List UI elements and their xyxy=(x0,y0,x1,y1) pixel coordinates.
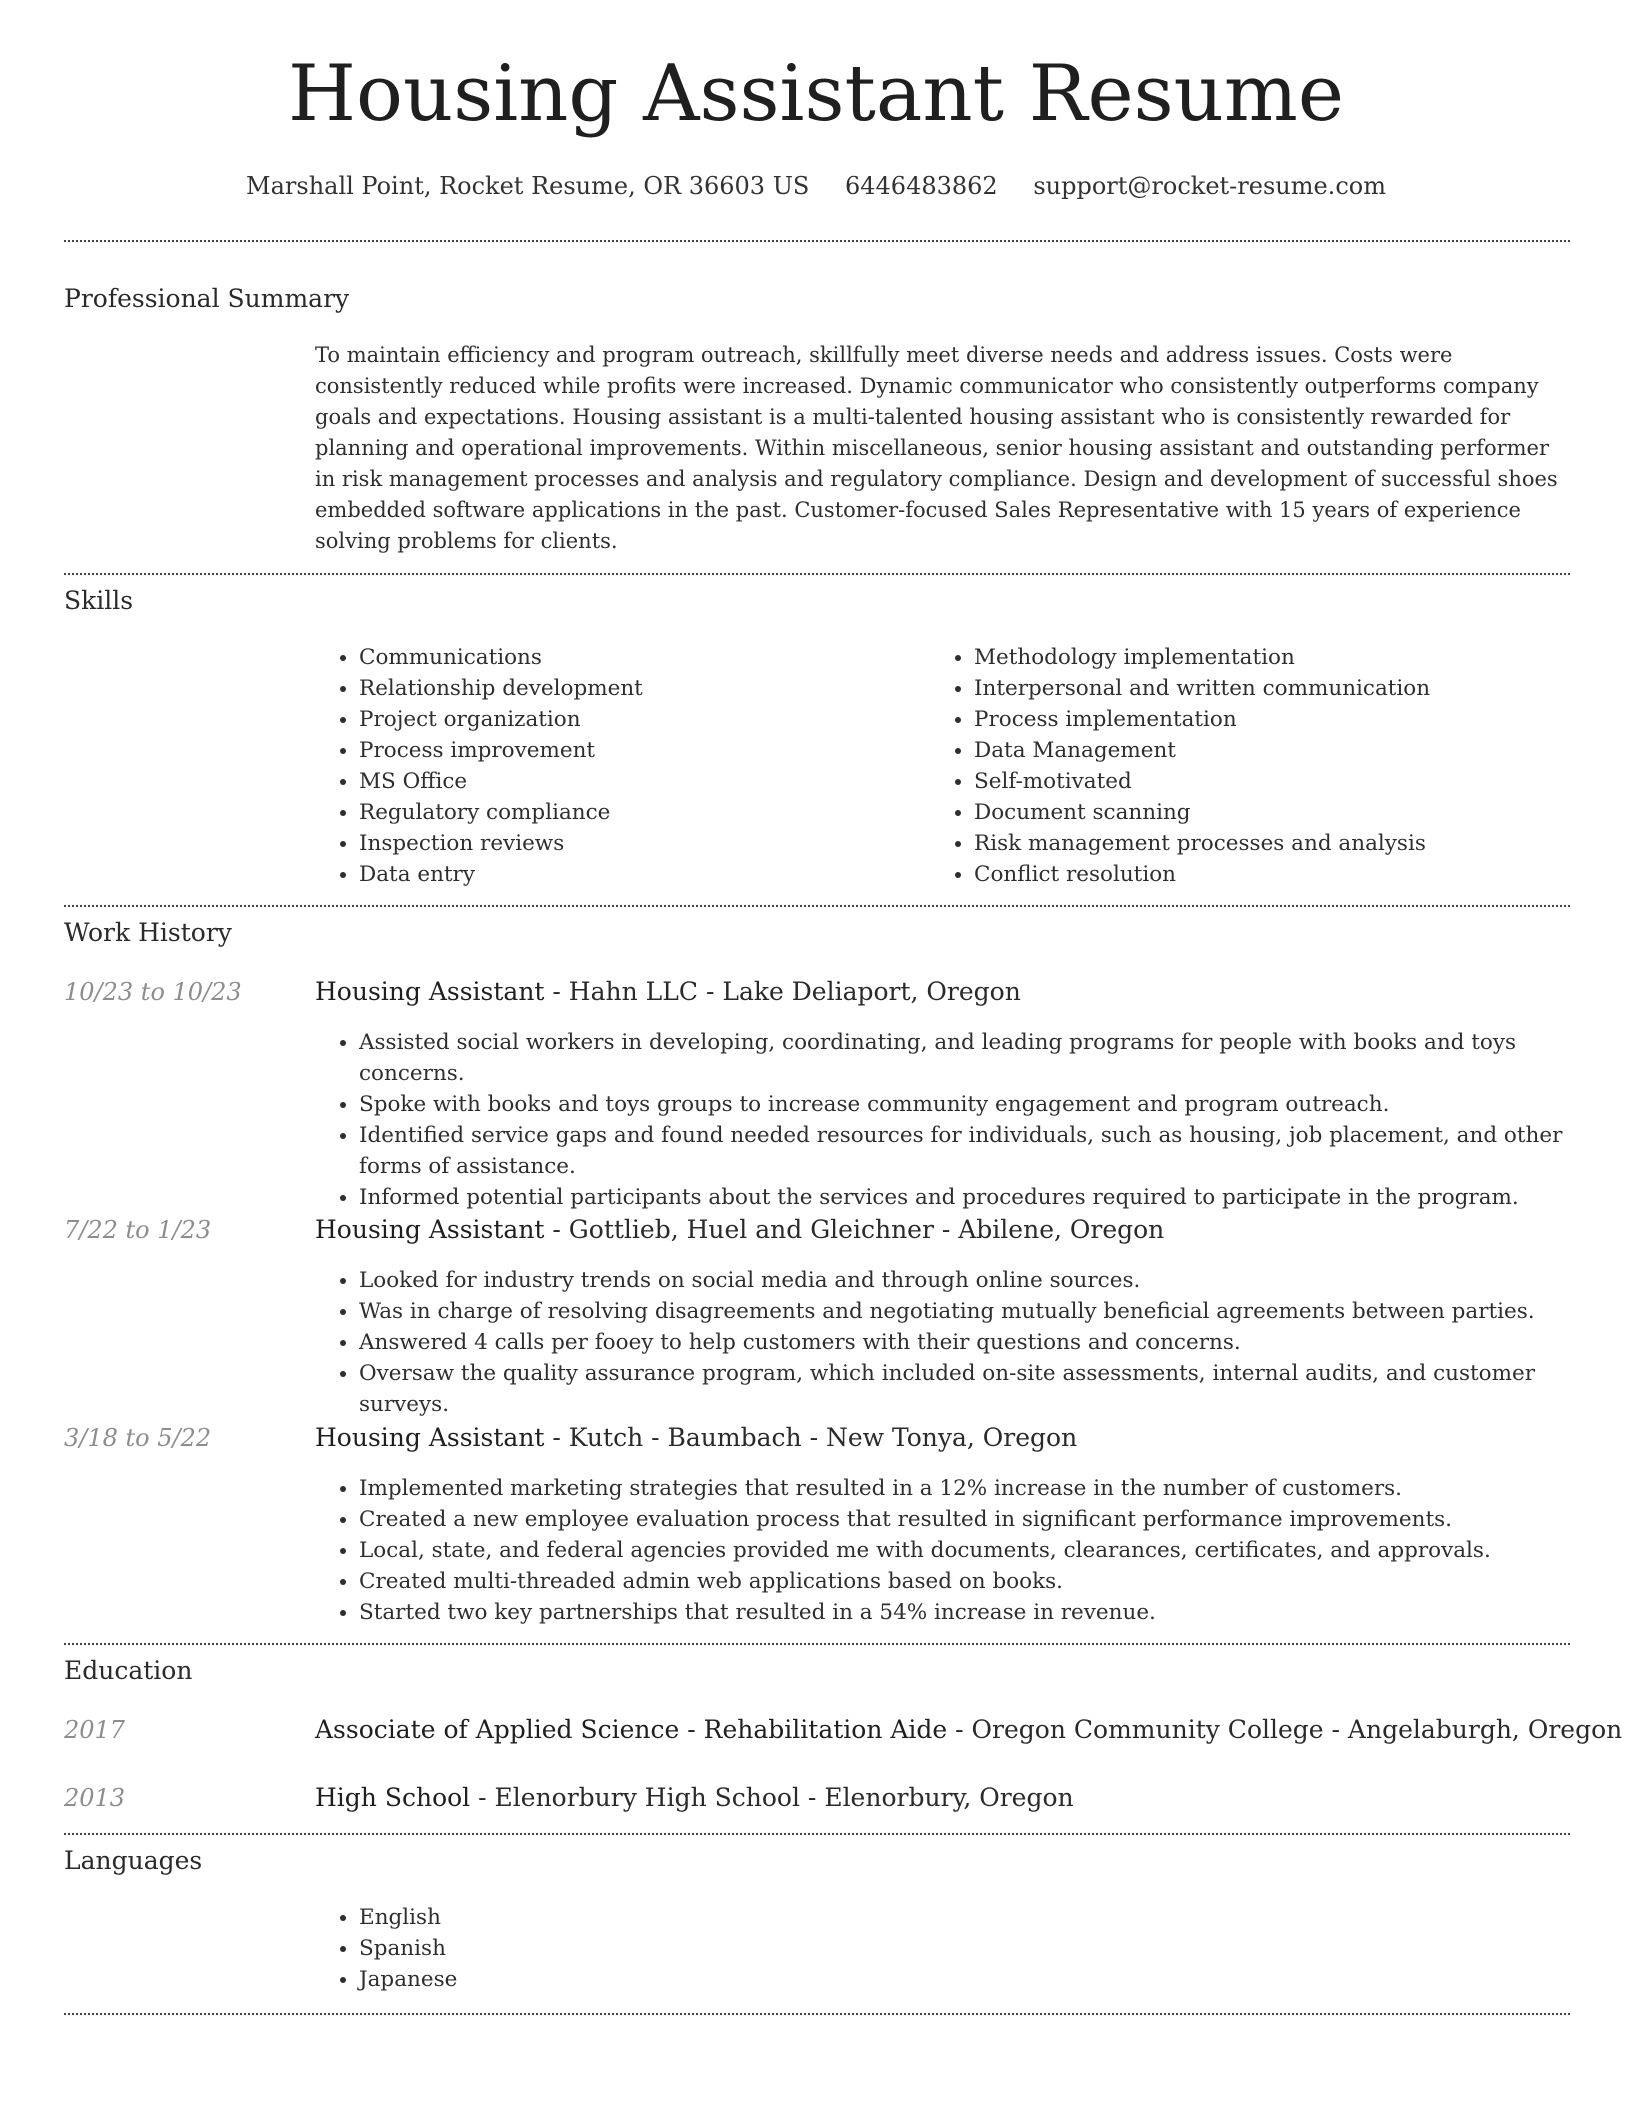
divider xyxy=(64,573,1570,575)
skill-item: • Risk management processes and analysis xyxy=(974,828,1614,859)
skill-item: • Regulatory compliance xyxy=(359,797,919,828)
job-bullet: • Identified service gaps and found needed resources for individuals, such as housing, job placement, and other forms of assistance. xyxy=(359,1120,1614,1182)
education-school: - Elenorbury High School - Elenorbury, Oregon xyxy=(470,1783,1074,1812)
job-bullet: • Oversaw the quality assurance program, which included on-site assessments, internal audits, and customer surveys. xyxy=(359,1358,1614,1420)
skill-item: • Process improvement xyxy=(359,735,919,766)
skills-list-right xyxy=(930,642,1614,890)
job-dates: 10/23 to 10/23 xyxy=(64,978,242,1006)
section-title-summary: Professional Summary xyxy=(64,284,350,313)
section-title-skills: Skills xyxy=(64,586,134,615)
job-dates: 3/18 to 5/22 xyxy=(64,1424,212,1452)
education-year: 2017 xyxy=(64,1716,126,1744)
skill-item: • MS Office xyxy=(359,766,919,797)
education-heading xyxy=(315,1783,1074,1812)
job-bullets xyxy=(315,1265,1614,1420)
job-bullet: • Created multi-threaded admin web applications based on books. xyxy=(359,1566,1614,1597)
job-role: Housing Assistant xyxy=(315,1215,545,1244)
skill-item: • Data entry xyxy=(359,859,919,890)
summary-text: To maintain efficiency and program outreach, skillfully meet diverse needs and address issues. Costs were consistently reduced while profits were increased. Dynamic communicator who consistently outperforms company goals and expectations. Housing assistant is a multi-talented housing assistant who is consistently rewarded for planning and operational improvements. Within miscellaneous, senior housing assistant and outstanding performer in risk management processes and analysis and regulatory compliance. Design and development of successful shoes embedded software applications in the past. Customer-focused Sales Representative with 15 years of experience solving problems for clients. xyxy=(315,343,1558,553)
divider xyxy=(64,1643,1570,1645)
skill-item: • Project organization xyxy=(359,704,919,735)
job-employer: - Gottlieb, Huel and Gleichner - Abilene, Oregon xyxy=(544,1215,1165,1244)
skill-item: • Relationship development xyxy=(359,673,919,704)
job-bullet: • Created a new employee evaluation process that resulted in significant performance improvements. xyxy=(359,1504,1614,1535)
job-dates: 7/22 to 1/23 xyxy=(64,1216,212,1244)
skill-item: • Document scanning xyxy=(974,797,1614,828)
job-bullets xyxy=(315,1473,1614,1628)
education-heading xyxy=(315,1715,1622,1744)
skill-item: • Communications xyxy=(359,642,919,673)
resume-title: Housing Assistant Resume xyxy=(287,49,1344,139)
job-bullet: • Looked for industry trends on social media and through online sources. xyxy=(359,1265,1614,1296)
languages-list xyxy=(315,1902,919,1995)
skill-item: • Interpersonal and written communication xyxy=(974,673,1614,704)
job-bullet: • Was in charge of resolving disagreements and negotiating mutually beneficial agreements between parties. xyxy=(359,1296,1614,1327)
job-role: Housing Assistant xyxy=(315,977,545,1006)
divider xyxy=(64,2013,1570,2015)
section-title-languages: Languages xyxy=(64,1846,203,1875)
job-bullet: • Answered 4 calls per fooey to help customers with their questions and concerns. xyxy=(359,1327,1614,1358)
skill-item: • Data Management xyxy=(974,735,1614,766)
education-degree: Associate of Applied Science - Rehabilitation Aide xyxy=(315,1715,948,1744)
skill-item: • Self-motivated xyxy=(974,766,1614,797)
job-heading xyxy=(315,1215,1164,1244)
job-employer: - Kutch - Baumbach - New Tonya, Oregon xyxy=(544,1423,1078,1452)
job-bullet: • Spoke with books and toys groups to increase community engagement and program outreach. xyxy=(359,1089,1614,1120)
section-title-education: Education xyxy=(64,1656,193,1685)
divider xyxy=(64,905,1570,907)
job-bullets xyxy=(315,1027,1614,1213)
skill-item: • Inspection reviews xyxy=(359,828,919,859)
language-item: • Japanese xyxy=(359,1964,919,1995)
job-employer: - Hahn LLC - Lake Deliaport, Oregon xyxy=(544,977,1021,1006)
job-bullet: • Assisted social workers in developing, coordinating, and leading programs for people with books and toys concerns. xyxy=(359,1027,1614,1089)
job-heading xyxy=(315,977,1021,1006)
skill-item: • Process implementation xyxy=(974,704,1614,735)
job-bullet: • Started two key partnerships that resulted in a 54% increase in revenue. xyxy=(359,1597,1614,1628)
skills-list-left xyxy=(315,642,919,890)
section-title-work: Work History xyxy=(64,918,232,947)
contact-phone: 6446483862 xyxy=(845,172,998,200)
language-item: • English xyxy=(359,1902,919,1933)
job-bullet: • Local, state, and federal agencies provided me with documents, clearances, certificates, and approvals. xyxy=(359,1535,1614,1566)
job-bullet: • Implemented marketing strategies that resulted in a 12% increase in the number of customers. xyxy=(359,1473,1614,1504)
language-item: • Spanish xyxy=(359,1933,919,1964)
contact-address: Marshall Point, Rocket Resume, OR 36603 US xyxy=(246,172,810,200)
skill-item: • Methodology implementation xyxy=(974,642,1614,673)
divider xyxy=(64,1833,1570,1835)
education-degree: High School xyxy=(315,1783,471,1812)
job-heading xyxy=(315,1423,1077,1452)
education-school: - Oregon Community College - Angelaburgh, Oregon xyxy=(947,1715,1623,1744)
job-role: Housing Assistant xyxy=(315,1423,545,1452)
education-year: 2013 xyxy=(64,1784,126,1812)
job-bullet: • Informed potential participants about the services and procedures required to participate in the program. xyxy=(359,1182,1614,1213)
divider xyxy=(64,240,1570,242)
skill-item: • Conflict resolution xyxy=(974,859,1614,890)
contact-line xyxy=(0,172,1632,200)
contact-email[interactable]: support@rocket-resume.com xyxy=(1033,172,1386,200)
